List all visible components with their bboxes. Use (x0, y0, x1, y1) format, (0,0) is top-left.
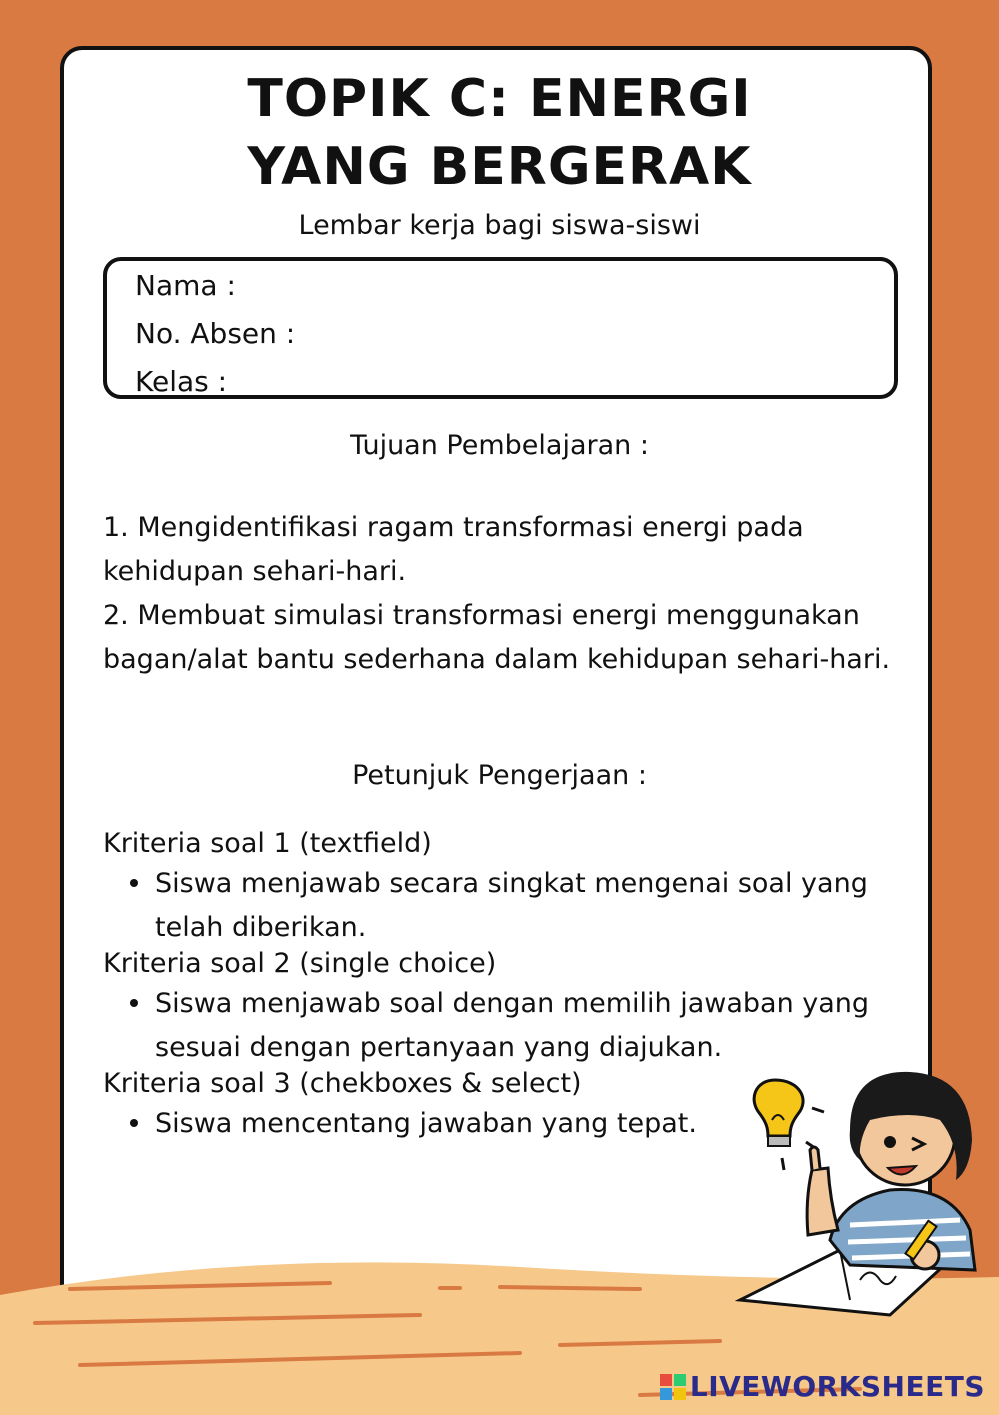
criteria-bullet-text: Siswa menjawab soal dengan memilih jawaban yang sesuai dengan pertanyaan yang diajukan. (155, 988, 870, 1063)
bullet-icon (130, 999, 138, 1007)
subtitle: Lembar kerja bagi siswa-siswi (298, 210, 701, 241)
name-label: Nama : (135, 269, 236, 302)
objective-item: 2. Membuat simulasi transformasi energi menggunakan bagan/alat bantu sederhana dalam kehidupan sehari-hari. (103, 600, 891, 675)
criteria-bullet-text: Siswa mencentang jawaban yang tepat. (155, 1108, 697, 1139)
absen-label: No. Absen : (135, 317, 296, 350)
class-label: Kelas : (135, 365, 228, 398)
student-identity-box (103, 257, 898, 399)
liveworksheets-mark-icon (660, 1374, 686, 1402)
liveworksheets-logo (660, 1370, 985, 1403)
criteria-label: Kriteria soal 1 (textfield) (103, 828, 432, 859)
bullet-icon (130, 1119, 138, 1127)
student-illustration (720, 1050, 999, 1320)
bullet-icon (130, 879, 138, 887)
title-line-2: YANG BERGERAK (247, 137, 752, 197)
brand-text: LIVEWORKSHEETS (689, 1370, 985, 1403)
criteria-label: Kriteria soal 2 (single choice) (103, 948, 497, 979)
criteria-label: Kriteria soal 3 (chekboxes & select) (103, 1068, 582, 1099)
objective-item: 1. Mengidentifikasi ragam transformasi energi pada kehidupan sehari-hari. (103, 512, 804, 587)
objectives-heading: Tujuan Pembelajaran : (350, 430, 649, 461)
criteria-bullet-text: Siswa menjawab secara singkat mengenai soal yang telah diberikan. (155, 868, 868, 943)
criteria-bullet (130, 862, 900, 950)
title-line-1: TOPIK C: ENERGI (247, 69, 752, 129)
instructions-heading: Petunjuk Pengerjaan : (352, 760, 647, 791)
